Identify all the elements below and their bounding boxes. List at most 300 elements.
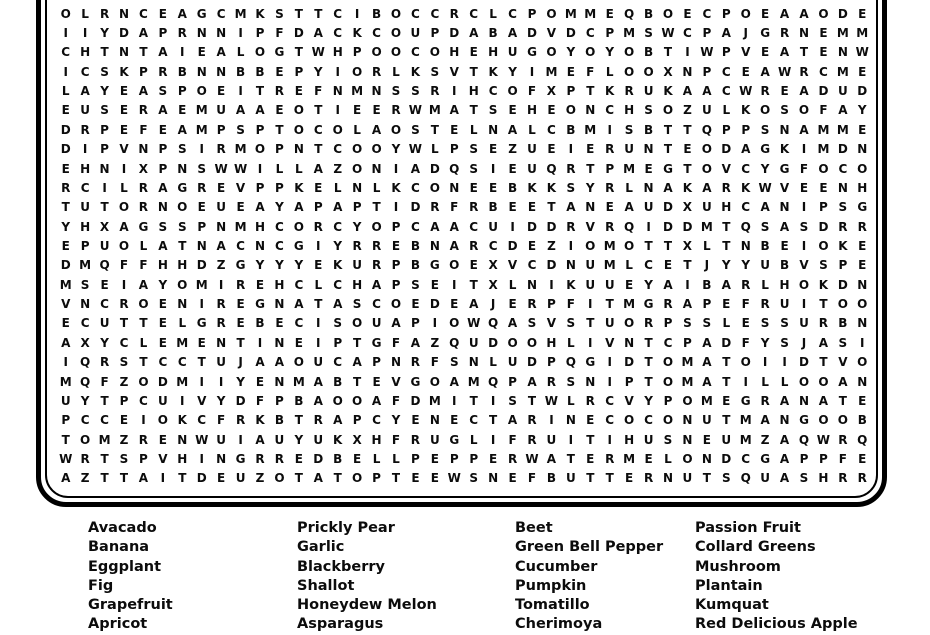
word-list-item: Beet xyxy=(515,520,553,536)
grid-letter: N xyxy=(118,6,130,21)
grid-letter: R xyxy=(527,432,537,447)
grid-letter: P xyxy=(275,393,284,408)
grid-letter: I xyxy=(607,122,612,137)
grid-letter: D xyxy=(799,355,809,370)
grid-letter: I xyxy=(335,103,340,118)
grid-letter: C xyxy=(333,142,343,157)
grid-letter: N xyxy=(779,122,790,137)
grid-letter: N xyxy=(837,180,848,195)
grid-letter: C xyxy=(139,393,148,408)
grid-letter: H xyxy=(624,103,635,118)
grid-letter: A xyxy=(741,142,751,157)
grid-letter: X xyxy=(138,161,149,176)
grid-letter: L xyxy=(722,103,731,118)
grid-letter: O xyxy=(390,297,402,312)
grid-letter: C xyxy=(469,6,479,21)
grid-letter: Y xyxy=(61,219,71,234)
grid-letter: D xyxy=(546,258,557,273)
grid-letter: A xyxy=(158,103,168,118)
grid-letter: A xyxy=(702,180,712,195)
grid-letter: C xyxy=(333,26,343,41)
grid-letter: N xyxy=(196,238,207,253)
grid-letter: I xyxy=(510,219,515,234)
grid-letter: R xyxy=(624,84,634,99)
grid-letter: H xyxy=(332,45,343,60)
grid-letter: S xyxy=(411,277,420,292)
grid-letter: H xyxy=(80,45,91,60)
grid-letter: E xyxy=(314,180,323,195)
grid-letter: I xyxy=(82,26,88,41)
grid-letter: O xyxy=(585,45,596,60)
grid-letter: R xyxy=(838,219,848,234)
grid-letter: N xyxy=(118,45,130,60)
grid-letter: P xyxy=(527,6,537,21)
grid-letter: Y xyxy=(760,161,770,176)
word-list-item: Banana xyxy=(88,539,150,556)
grid-letter: U xyxy=(216,200,226,215)
grid-letter: N xyxy=(429,238,440,253)
grid-letter: H xyxy=(352,277,363,292)
word-list-column xyxy=(515,519,663,635)
grid-letter: W xyxy=(408,142,423,157)
grid-letter: E xyxy=(275,316,284,331)
grid-letter: T xyxy=(372,200,381,215)
grid-letter: I xyxy=(218,374,224,389)
grid-letter: T xyxy=(489,413,498,428)
grid-letter: R xyxy=(779,26,790,41)
grid-letter: M xyxy=(234,219,247,234)
grid-letter: E xyxy=(605,6,614,21)
grid-letter: A xyxy=(799,6,809,21)
grid-letter: B xyxy=(177,64,187,79)
grid-letter: I xyxy=(238,26,243,41)
grid-letter: U xyxy=(80,200,90,215)
grid-letter: E xyxy=(761,45,770,60)
grid-letter: O xyxy=(857,355,868,370)
grid-letter: L xyxy=(469,122,478,137)
grid-letter: E xyxy=(508,200,517,215)
grid-letter: U xyxy=(682,471,693,486)
grid-letter: R xyxy=(313,413,323,428)
grid-letter: O xyxy=(118,238,130,253)
grid-letter: D xyxy=(196,258,207,273)
grid-letter: I xyxy=(180,45,185,60)
grid-letter: S xyxy=(197,161,207,176)
grid-letter: A xyxy=(410,161,421,176)
grid-letter: C xyxy=(469,413,479,428)
grid-letter: P xyxy=(624,374,634,389)
grid-letter: I xyxy=(607,355,612,370)
grid-letter: P xyxy=(838,258,848,273)
grid-letter: R xyxy=(352,238,362,253)
grid-letter: B xyxy=(779,258,790,273)
grid-letter: B xyxy=(643,45,654,60)
grid-letter: R xyxy=(760,393,770,408)
grid-letter: P xyxy=(819,451,828,466)
grid-letter: H xyxy=(80,219,91,234)
grid-letter: L xyxy=(61,84,70,99)
grid-letter: I xyxy=(490,393,496,408)
grid-letter: P xyxy=(177,84,187,99)
grid-letter: K xyxy=(818,277,829,292)
grid-letter: O xyxy=(818,238,829,253)
grid-letter: G xyxy=(760,451,771,466)
grid-letter: U xyxy=(313,355,324,370)
grid-letter: Y xyxy=(100,84,109,99)
grid-letter: A xyxy=(449,238,459,253)
grid-letter: K xyxy=(333,432,343,447)
grid-letter: I xyxy=(393,200,399,215)
grid-letter: A xyxy=(449,219,459,234)
grid-letter: I xyxy=(452,393,457,408)
grid-letter: D xyxy=(313,451,324,466)
grid-letter: H xyxy=(468,84,479,99)
grid-letter: E xyxy=(799,180,809,195)
grid-letter: S xyxy=(838,335,848,350)
grid-letter: T xyxy=(100,393,109,408)
grid-letter: M xyxy=(739,413,752,428)
grid-letter: K xyxy=(410,64,421,79)
grid-letter: L xyxy=(489,6,497,21)
grid-letter: F xyxy=(586,64,595,79)
grid-letter: K xyxy=(682,180,693,195)
grid-letter: C xyxy=(547,122,556,137)
grid-letter: O xyxy=(818,6,829,21)
grid-letter: I xyxy=(141,413,146,428)
grid-letter: J xyxy=(238,355,243,370)
grid-letter: J xyxy=(704,258,710,273)
grid-letter: R xyxy=(760,84,770,99)
grid-letter: S xyxy=(449,355,459,370)
grid-letter: U xyxy=(779,297,790,312)
grid-letter: O xyxy=(837,297,848,312)
grid-letter: E xyxy=(158,122,167,137)
grid-letter: A xyxy=(449,103,459,118)
grid-letter: T xyxy=(255,84,265,99)
word-list-item: Fig xyxy=(88,577,114,594)
grid-letter: O xyxy=(662,374,674,389)
grid-letter: L xyxy=(392,451,400,466)
grid-letter: N xyxy=(682,413,693,428)
grid-letter: Y xyxy=(255,258,265,273)
grid-letter: R xyxy=(138,180,149,195)
grid-letter: U xyxy=(371,316,382,331)
grid-letter: I xyxy=(316,335,321,350)
grid-letter: P xyxy=(663,393,673,408)
grid-letter: D xyxy=(527,219,537,234)
grid-letter: V xyxy=(624,393,634,408)
grid-letter: Q xyxy=(624,6,635,21)
grid-letter: N xyxy=(274,297,285,312)
grid-letter: B xyxy=(410,238,420,253)
grid-letter: E xyxy=(372,374,381,389)
grid-letter: Y xyxy=(391,142,401,157)
grid-letter: U xyxy=(565,471,576,486)
grid-letter: I xyxy=(452,277,457,292)
grid-letter: C xyxy=(139,6,148,21)
grid-letter: I xyxy=(257,161,263,176)
grid-letter: N xyxy=(662,471,674,486)
grid-letter: L xyxy=(372,451,381,466)
grid-letter: L xyxy=(353,122,361,137)
grid-letter: R xyxy=(158,64,168,79)
grid-letter: C xyxy=(177,355,187,370)
grid-letter: G xyxy=(663,161,673,176)
grid-letter: H xyxy=(177,451,188,466)
grid-letter: P xyxy=(702,297,712,312)
grid-letter: D xyxy=(721,142,732,157)
grid-letter: M xyxy=(623,297,636,312)
grid-letter: U xyxy=(216,355,226,370)
grid-letter: N xyxy=(857,316,868,331)
grid-letter: E xyxy=(663,258,673,273)
grid-letter: L xyxy=(567,393,575,408)
grid-letter: Q xyxy=(488,316,499,331)
grid-letter: P xyxy=(391,258,401,273)
grid-letter: L xyxy=(314,277,323,292)
grid-letter: O xyxy=(682,451,693,466)
grid-letter: O xyxy=(526,335,538,350)
grid-letter: E xyxy=(217,471,226,486)
grid-letter: P xyxy=(391,219,401,234)
grid-letter: P xyxy=(605,161,615,176)
grid-letter: F xyxy=(391,432,401,447)
grid-letter: Y xyxy=(294,432,304,447)
grid-letter: C xyxy=(158,355,168,370)
grid-letter: L xyxy=(761,374,769,389)
grid-letter: R xyxy=(857,471,867,486)
grid-letter: P xyxy=(352,45,362,60)
grid-letter: E xyxy=(294,335,303,350)
grid-letter: W xyxy=(739,84,753,99)
grid-letter: D xyxy=(721,451,732,466)
grid-letter: N xyxy=(857,142,868,157)
grid-letter: G xyxy=(371,335,382,350)
grid-letter: S xyxy=(527,316,537,331)
grid-letter: N xyxy=(565,258,576,273)
word-list-item: Kumquat xyxy=(695,597,769,614)
grid-letter: O xyxy=(274,471,285,486)
grid-letter: A xyxy=(294,200,304,215)
grid-letter: R xyxy=(838,432,848,447)
grid-letter: N xyxy=(274,374,285,389)
grid-letter: U xyxy=(701,413,712,428)
grid-letter: G xyxy=(779,161,790,176)
grid-letter: U xyxy=(721,432,732,447)
grid-letter: P xyxy=(721,45,731,60)
grid-letter: C xyxy=(216,6,226,21)
grid-letter: S xyxy=(566,374,576,389)
grid-letter: V xyxy=(721,161,731,176)
grid-letter: C xyxy=(488,84,498,99)
word-list-item: Grapefruit xyxy=(88,597,173,614)
grid-letter: O xyxy=(740,355,751,370)
grid-letter: C xyxy=(644,258,653,273)
grid-letter: I xyxy=(160,471,166,486)
grid-letter: I xyxy=(121,161,127,176)
grid-letter: I xyxy=(121,277,127,292)
grid-letter: U xyxy=(216,432,226,447)
grid-letter: T xyxy=(294,413,303,428)
grid-letter: A xyxy=(838,374,848,389)
grid-letter: S xyxy=(488,103,498,118)
grid-letter: T xyxy=(663,122,673,137)
grid-letter: M xyxy=(292,374,305,389)
grid-letter: S xyxy=(411,122,420,137)
grid-letter: O xyxy=(118,200,130,215)
grid-letter: Q xyxy=(857,432,868,447)
grid-letter: R xyxy=(605,142,615,157)
grid-letter: O xyxy=(293,122,304,137)
grid-letter: T xyxy=(799,45,809,60)
grid-letter: N xyxy=(216,219,227,234)
grid-letter: A xyxy=(721,277,731,292)
grid-letter: N xyxy=(177,297,188,312)
grid-letter: M xyxy=(59,277,72,292)
grid-letter: C xyxy=(663,335,673,350)
grid-letter: F xyxy=(100,374,109,389)
grid-letter: N xyxy=(177,432,188,447)
grid-letter: O xyxy=(177,277,188,292)
grid-letter: M xyxy=(98,432,111,447)
grid-letter: E xyxy=(158,316,167,331)
grid-letter: A xyxy=(138,26,149,41)
grid-letter: E xyxy=(527,238,537,253)
grid-letter: T xyxy=(294,6,303,21)
grid-letter: U xyxy=(701,200,712,215)
grid-letter: C xyxy=(644,413,653,428)
grid-letter: T xyxy=(314,297,323,312)
grid-letter: D xyxy=(410,393,421,408)
grid-letter: K xyxy=(566,277,576,292)
grid-letter: E xyxy=(722,297,731,312)
grid-letter: T xyxy=(469,64,478,79)
grid-letter: S xyxy=(566,316,576,331)
grid-letter: W xyxy=(59,451,73,466)
grid-letter: P xyxy=(547,355,556,370)
grid-letter: I xyxy=(452,84,457,99)
grid-letter: B xyxy=(235,64,246,79)
grid-letter: G xyxy=(293,238,304,253)
word-list-item: Cherimoya xyxy=(515,616,603,633)
grid-letter: Q xyxy=(798,432,810,447)
grid-letter: B xyxy=(274,413,284,428)
grid-letter: S xyxy=(177,219,187,234)
grid-letter: A xyxy=(313,26,323,41)
grid-letter: C xyxy=(372,413,381,428)
grid-letter: F xyxy=(527,471,537,486)
grid-letter: P xyxy=(139,64,148,79)
grid-letter: R xyxy=(80,451,90,466)
grid-letter: A xyxy=(702,355,712,370)
grid-letter: P xyxy=(158,142,168,157)
grid-letter: W xyxy=(447,471,461,486)
grid-letter: Y xyxy=(508,64,517,79)
grid-letter: L xyxy=(722,316,731,331)
grid-letter: H xyxy=(157,258,168,273)
grid-letter: S xyxy=(469,471,479,486)
grid-letter: I xyxy=(316,316,321,331)
grid-letter: L xyxy=(567,335,575,350)
grid-letter: O xyxy=(80,432,91,447)
grid-letter: T xyxy=(469,393,478,408)
grid-letter: U xyxy=(60,393,71,408)
grid-letter: A xyxy=(430,219,440,234)
grid-letter: F xyxy=(119,258,129,273)
grid-letter: Z xyxy=(216,258,226,273)
grid-letter: O xyxy=(565,103,576,118)
grid-letter: Q xyxy=(701,122,712,137)
grid-letter: N xyxy=(293,142,304,157)
grid-letter: S xyxy=(158,84,168,99)
grid-letter: R xyxy=(99,355,110,370)
grid-letter: W xyxy=(311,45,325,60)
grid-letter: O xyxy=(449,316,460,331)
grid-letter: R xyxy=(799,64,809,79)
grid-letter: D xyxy=(293,26,304,41)
grid-letter: G xyxy=(643,297,654,312)
word-list-item: Plantain xyxy=(695,577,763,594)
grid-letter: Z xyxy=(255,471,265,486)
grid-letter: S xyxy=(100,64,109,79)
grid-letter: R xyxy=(138,103,149,118)
grid-letter: O xyxy=(624,45,635,60)
grid-letter: Y xyxy=(644,393,653,408)
grid-letter: E xyxy=(217,180,226,195)
grid-letter: E xyxy=(391,238,401,253)
grid-letter: C xyxy=(702,6,712,21)
grid-letter: R xyxy=(430,84,440,99)
grid-letter: E xyxy=(819,45,828,60)
grid-letter: C xyxy=(275,219,284,234)
grid-letter: C xyxy=(411,6,420,21)
grid-letter: U xyxy=(624,142,634,157)
grid-letter: R xyxy=(216,297,226,312)
grid-letter: Y xyxy=(100,26,109,41)
grid-letter: P xyxy=(255,122,265,137)
grid-letter: H xyxy=(80,161,91,176)
grid-letter: R xyxy=(197,180,207,195)
grid-letter: H xyxy=(857,180,868,195)
grid-letter: S xyxy=(508,393,517,408)
grid-letter: P xyxy=(61,413,71,428)
grid-letter: E xyxy=(119,103,129,118)
grid-letter: I xyxy=(354,6,360,21)
grid-letter: Z xyxy=(430,335,440,350)
grid-letter: A xyxy=(469,26,479,41)
grid-letter: E xyxy=(158,6,167,21)
grid-letter: O xyxy=(818,413,829,428)
grid-letter: A xyxy=(158,238,168,253)
grid-letter: Z xyxy=(547,238,556,253)
grid-letter: I xyxy=(685,45,690,60)
grid-letter: Y xyxy=(216,393,226,408)
grid-letter: H xyxy=(449,45,460,60)
grid-letter: A xyxy=(255,200,265,215)
grid-letter: Y xyxy=(100,335,109,350)
grid-letter: D xyxy=(488,335,499,350)
grid-letter: N xyxy=(643,180,654,195)
grid-letter: B xyxy=(333,374,343,389)
grid-letter: G xyxy=(235,258,246,273)
grid-letter: A xyxy=(682,84,693,99)
grid-letter: T xyxy=(663,238,673,253)
grid-letter: A xyxy=(255,355,265,370)
grid-letter: A xyxy=(255,103,265,118)
grid-letter: Q xyxy=(80,355,91,370)
grid-letter: B xyxy=(760,238,770,253)
grid-letter: U xyxy=(274,432,285,447)
